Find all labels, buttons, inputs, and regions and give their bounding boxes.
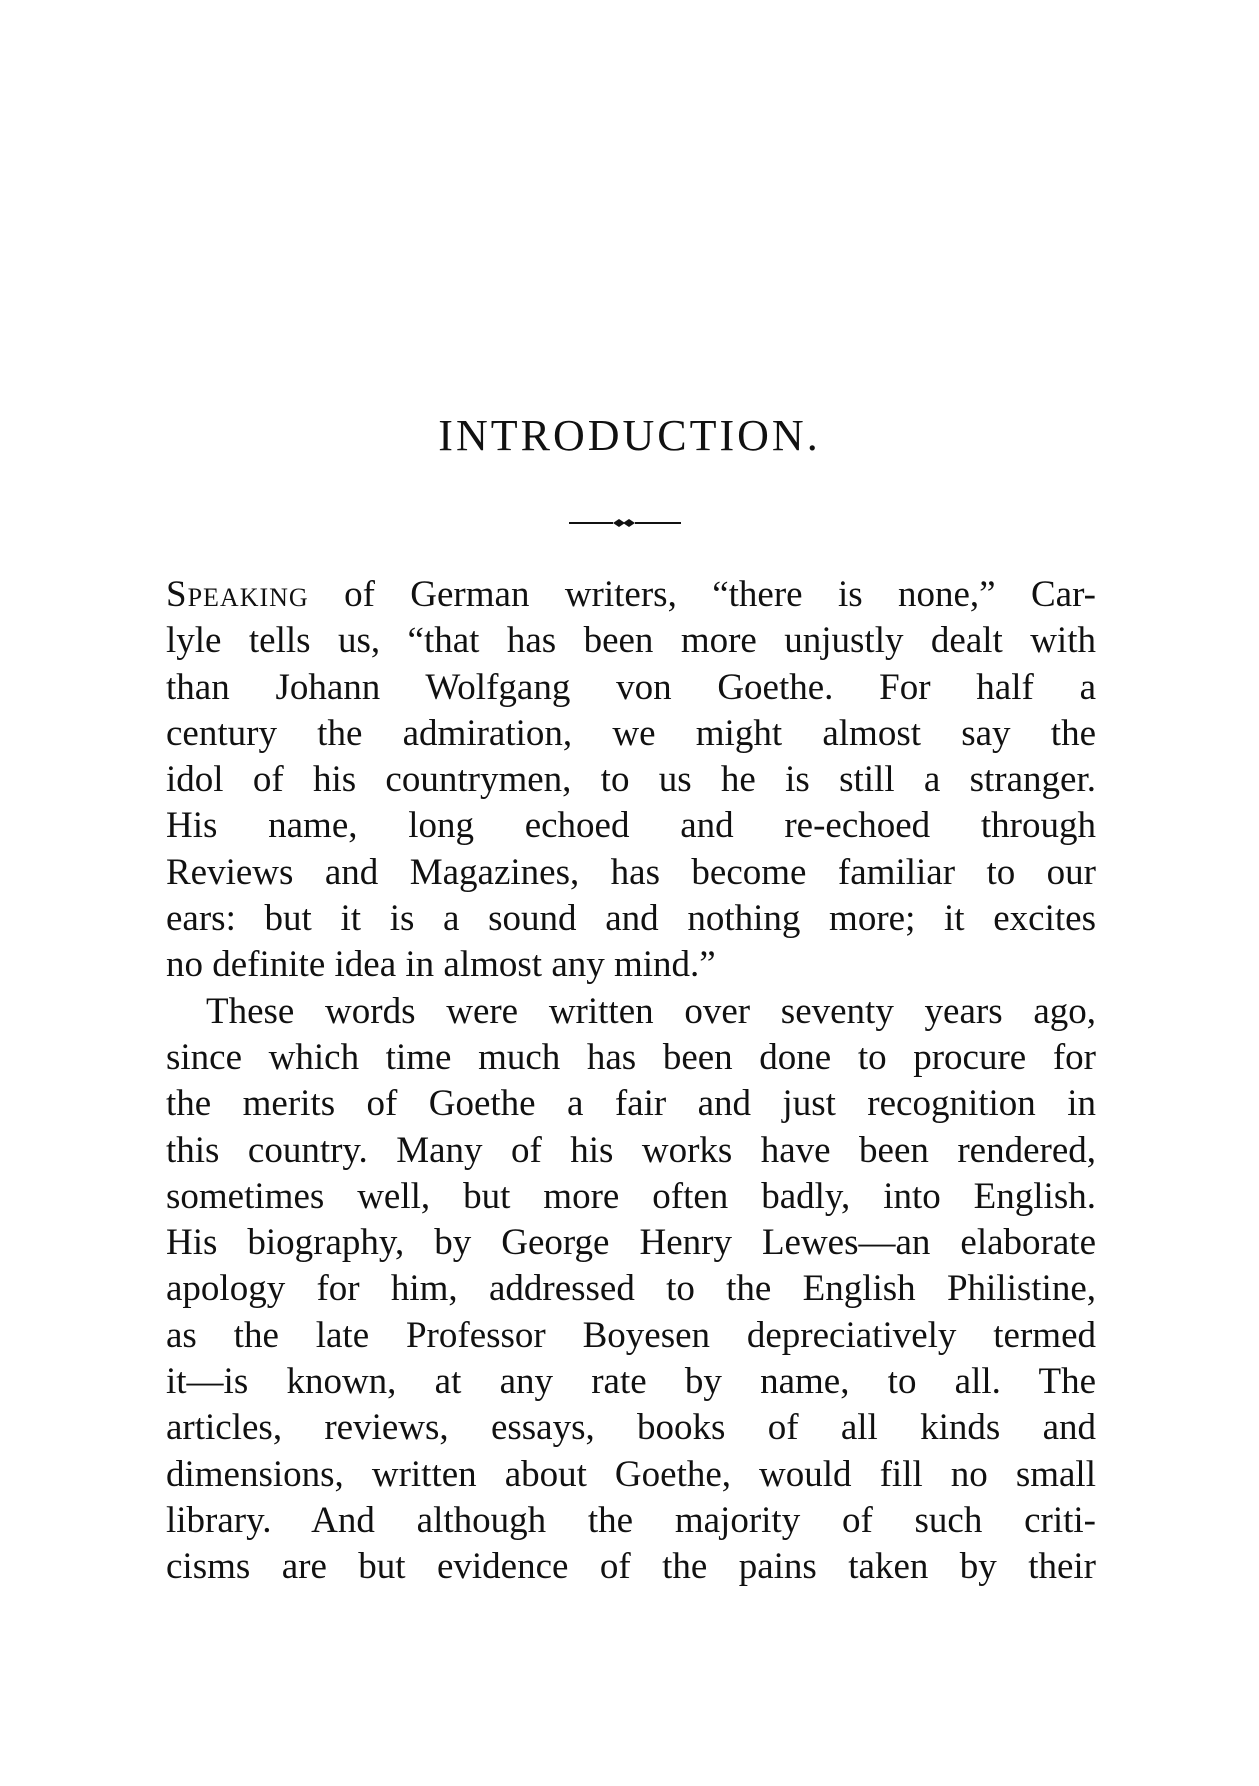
text-line: idol of his countrymen, to us he is still a stranger. (166, 759, 1096, 801)
text-line: Reviews and Magazines, has become familiar to our (166, 851, 1096, 893)
text-line: no definite idea in almost any mind.” (166, 944, 716, 986)
text-line: library. And although the majority of such criti- (166, 1499, 1096, 1541)
ornament-divider-icon (569, 516, 681, 530)
text-line: articles, reviews, essays, books of all kinds and (166, 1407, 1096, 1449)
text-line: His name, long echoed and re-echoed through (166, 805, 1096, 847)
text-line: this country. Many of his works have been rendered, (166, 1129, 1096, 1171)
text-line: cisms are but evidence of the pains taken by their (166, 1546, 1096, 1588)
text-line: These words were written over seventy years ago, (206, 990, 1096, 1032)
text-line: as the late Professor Boyesen depreciatively termed (166, 1314, 1096, 1356)
text-line: Speaking of German writers, “there is none,” Car- (166, 574, 1096, 615)
lead-word: Speaking (166, 574, 309, 615)
text-line: His biography, by George Henry Lewes—an elaborate (166, 1222, 1096, 1264)
text-line: apology for him, addressed to the English Philistine, (166, 1268, 1096, 1310)
chapter-heading: INTRODUCTION. (438, 411, 821, 460)
body-text (166, 572, 1096, 1591)
text-line: since which time much has been done to procure for (166, 1036, 1096, 1078)
text-line: the merits of Goethe a fair and just recognition in (166, 1083, 1096, 1125)
text-line: sometimes well, but more often badly, into English. (166, 1175, 1096, 1217)
text-line: dimensions, written about Goethe, would fill no small (166, 1453, 1096, 1495)
text-line: ears: but it is a sound and nothing more; it excites (166, 898, 1096, 940)
text-line: century the admiration, we might almost say the (166, 712, 1096, 754)
text-line: lyle tells us, “that has been more unjustly dealt with (166, 620, 1096, 662)
text-line: it—is known, at any rate by name, to all. The (166, 1361, 1096, 1403)
text-line: than Johann Wolfgang von Goethe. For half a (166, 666, 1096, 708)
